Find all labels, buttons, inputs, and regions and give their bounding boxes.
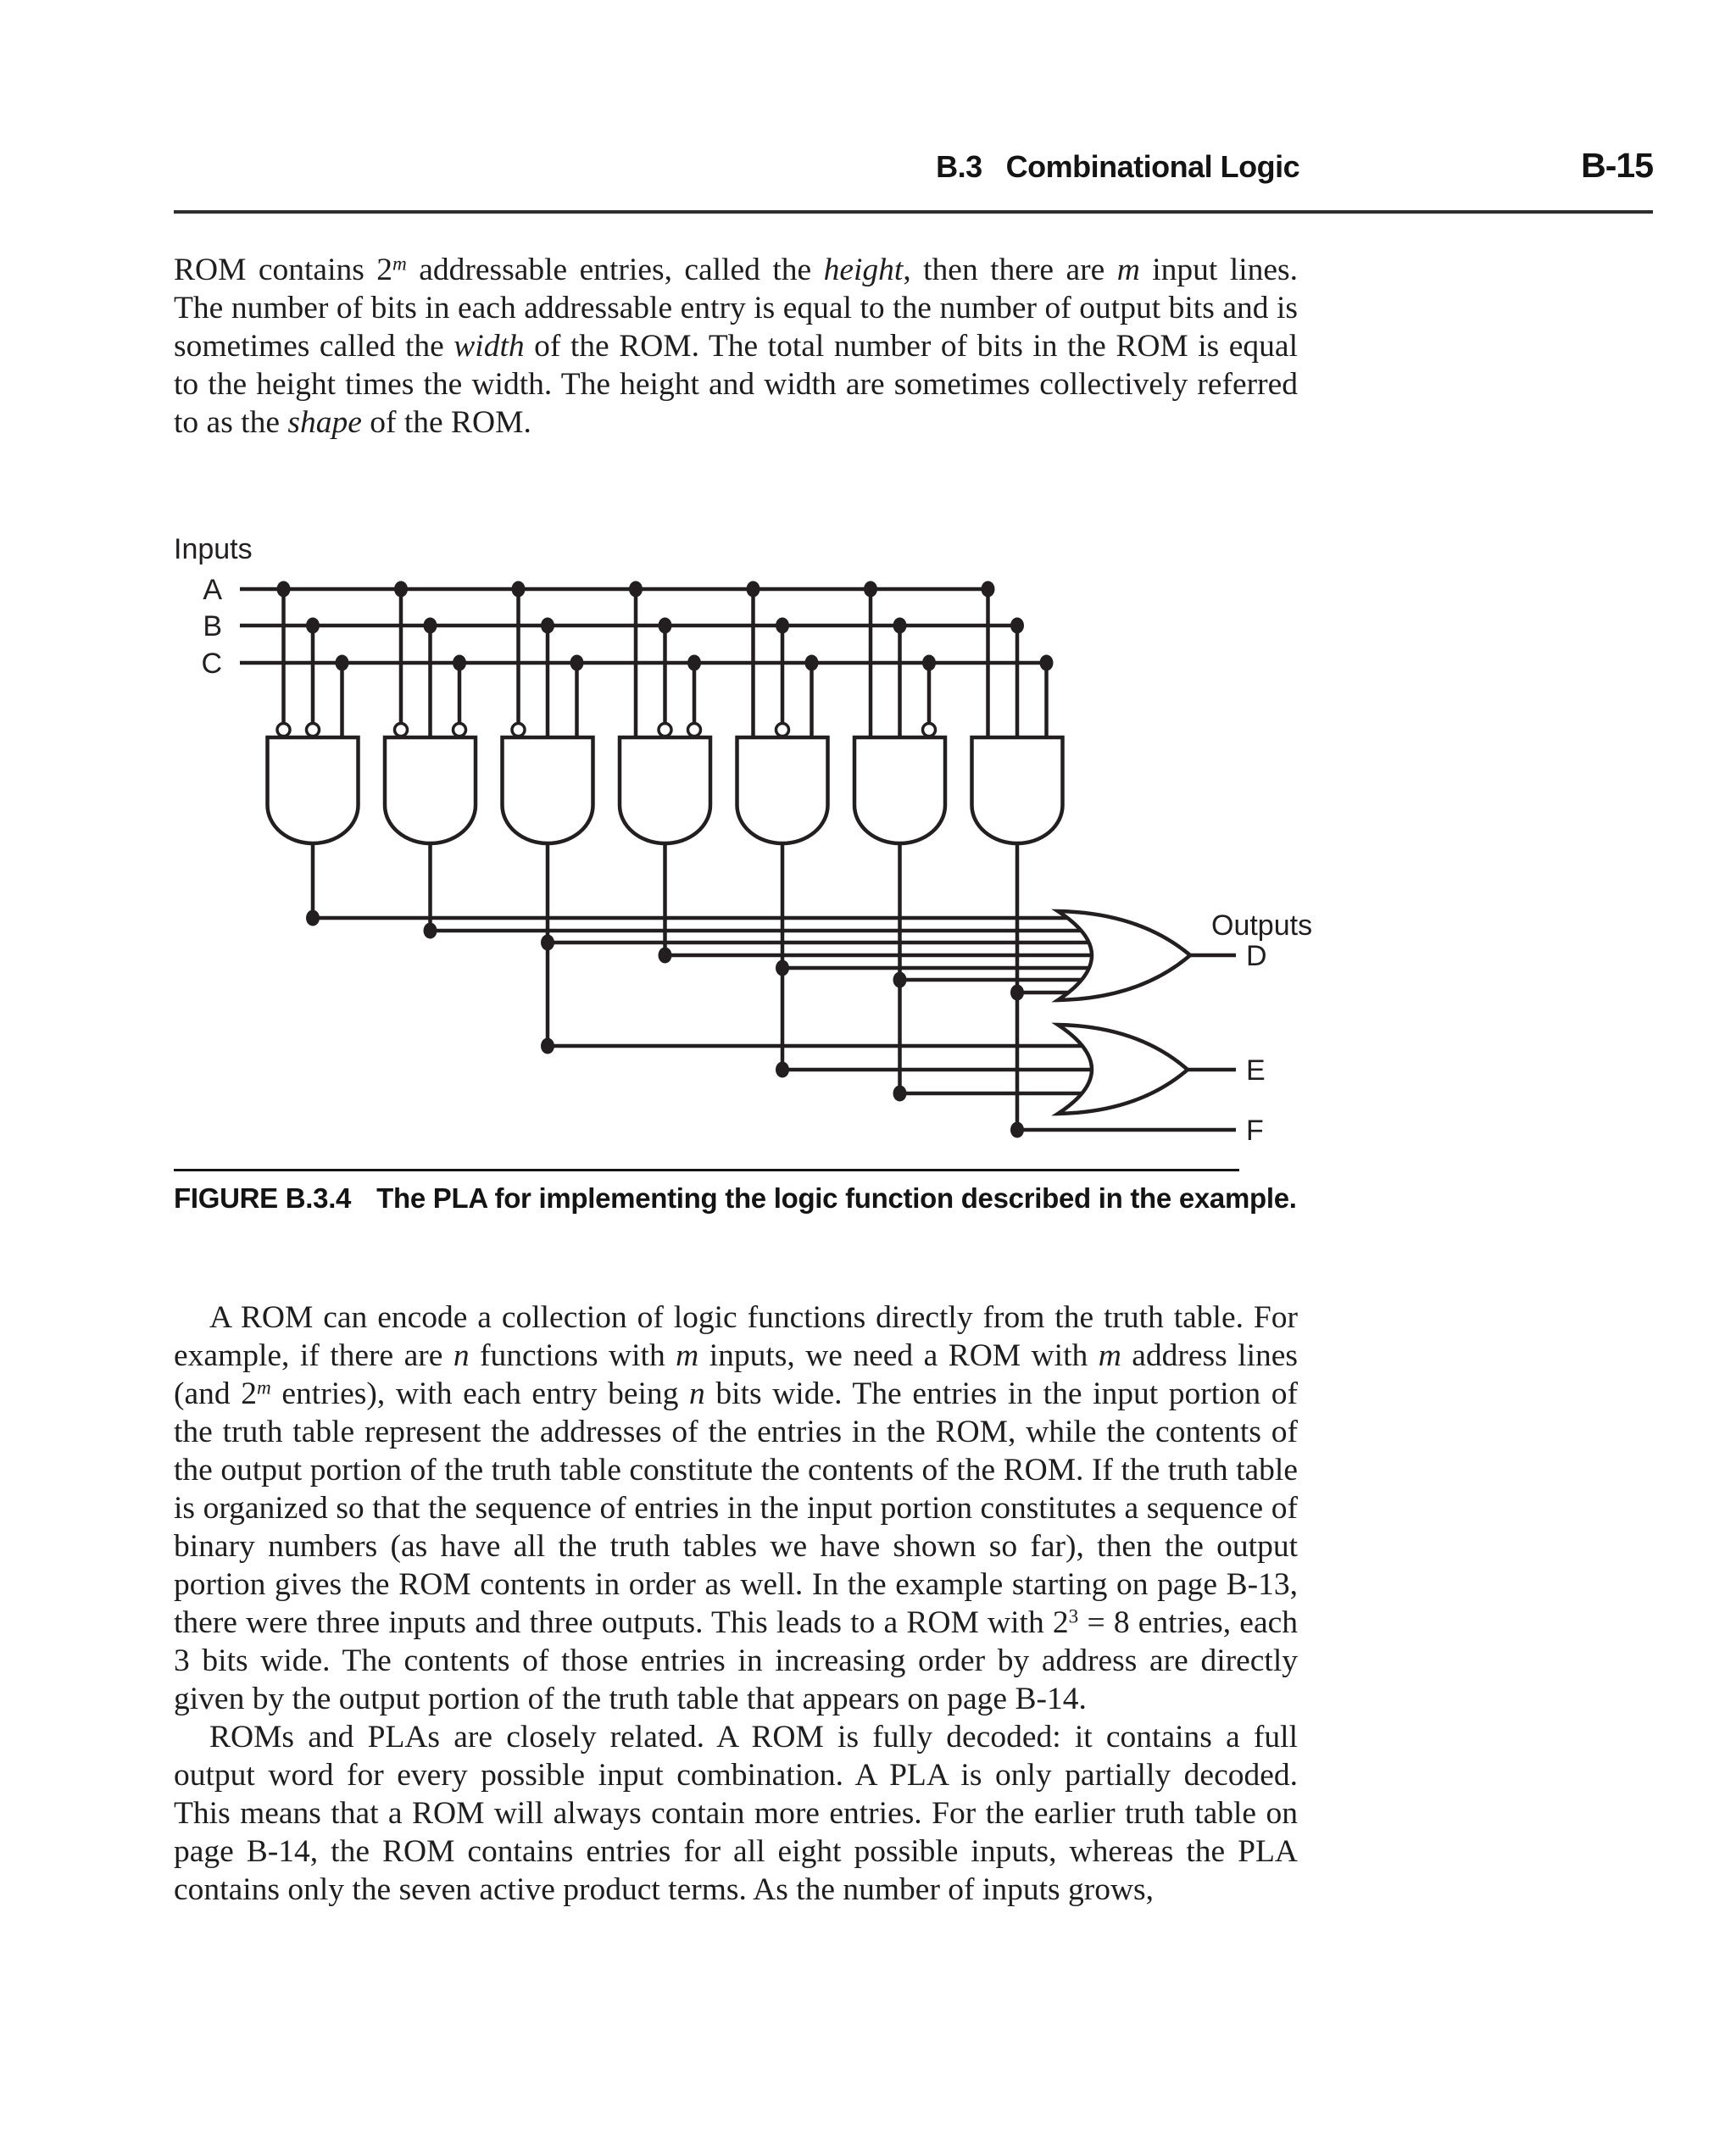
connection-dot bbox=[512, 581, 526, 598]
header-rule bbox=[174, 210, 1653, 214]
connection-dot bbox=[864, 581, 877, 598]
body-text bbox=[174, 1299, 1298, 1909]
inputs-label: Inputs bbox=[174, 533, 253, 565]
connection-dot bbox=[893, 618, 907, 634]
connection-dot bbox=[570, 655, 584, 671]
connection-dot bbox=[747, 581, 760, 598]
paragraph-rom-vs-pla: ROMs and PLAs are closely related. A ROM is fully decoded: it contains a full output word for every possible input combination. A PLA is only partially decoded. This means that a ROM will always contain more entries. For the earlier truth table on page B-14, the ROM contains entries for all eight possible inputs, whereas the PLA contains only the seven active product terms. As the number of inputs grows, bbox=[174, 1720, 1298, 1907]
paragraph-rom-encode: A ROM can encode a collection of logic functions directly from the truth table. For example, if there are n functions with m inputs, we need a ROM with m address lines (and 2$^m$ entries), with each entry being n bits wide. The entries in the input portion of the truth table represent the addresses of the entries in the ROM, while the contents of the output portion of the truth table constitute the contents of the ROM. If the truth table is organized so that the sequence of entries in the input portion constitutes a sequence of binary numbers (as have all the truth tables we have shown so far), then the output portion gives the ROM contents in order as well. In the example starting on page B-13, there were three inputs and three outputs. This leads to a ROM with $2^3 = 8$ entries, each 3 bits wide. The contents of those entries in increasing order by address are directly given by the output portion of the truth table that appears on page B-14. bbox=[174, 1300, 1298, 1716]
output-label-F: F bbox=[1246, 1115, 1264, 1147]
figure-caption bbox=[174, 1182, 1356, 1215]
connection-dot bbox=[805, 655, 819, 671]
connection-dot bbox=[893, 1086, 907, 1102]
connection-dot bbox=[629, 581, 643, 598]
inversion-bubble bbox=[923, 724, 936, 737]
outputs-label: Outputs bbox=[1211, 909, 1313, 942]
connection-dot bbox=[453, 655, 466, 671]
inversion-bubble bbox=[307, 724, 320, 737]
and-gate-6 bbox=[854, 737, 945, 843]
inversion-bubble bbox=[453, 724, 466, 737]
connection-dot bbox=[306, 618, 320, 634]
connection-dot bbox=[424, 618, 437, 634]
connection-dot bbox=[893, 972, 907, 988]
connection-dot bbox=[541, 935, 554, 951]
pla-diagram bbox=[170, 524, 1322, 1164]
and-gate-5 bbox=[737, 737, 828, 843]
inversion-bubble bbox=[277, 724, 290, 737]
connection-dot bbox=[394, 581, 408, 598]
and-gate-7 bbox=[972, 737, 1063, 843]
figure-caption-label: FIGURE B.3.4 bbox=[174, 1182, 352, 1214]
and-gate-2 bbox=[385, 737, 476, 843]
connection-dot bbox=[277, 581, 291, 598]
connection-dot bbox=[541, 1038, 554, 1054]
inversion-bubble bbox=[512, 724, 525, 737]
and-gate-4 bbox=[620, 737, 710, 843]
figure-caption-text: The PLA for implementing the logic function described in the example. bbox=[376, 1182, 1297, 1214]
and-gate-3 bbox=[503, 737, 593, 843]
connection-dot bbox=[659, 948, 672, 964]
connection-dot bbox=[776, 618, 789, 634]
connection-dot bbox=[776, 960, 789, 976]
connection-dot bbox=[541, 618, 554, 634]
paragraph-rom-shape: ROM contains 2$^m$ addressable entries, called the height, then there are m input lines. The number of bits in each addressable entry is equal to the number of output bits and is sometimes called the width of the ROM. The total number of bits in the ROM is equal to the height times the width. The height and width are sometimes collectively referred to as the shape of the ROM. bbox=[174, 253, 1298, 440]
connection-dot bbox=[776, 1062, 789, 1078]
connection-dot bbox=[1010, 1122, 1024, 1138]
connection-dot bbox=[659, 618, 672, 634]
input-label-C: C bbox=[201, 648, 222, 680]
section-title: Combinational Logic bbox=[1005, 149, 1300, 184]
section-heading bbox=[936, 149, 1299, 185]
inversion-bubble bbox=[776, 724, 789, 737]
and-gate-1 bbox=[268, 737, 359, 843]
figure-b3-4 bbox=[170, 524, 1356, 1215]
connection-dot bbox=[424, 923, 437, 939]
running-header bbox=[174, 146, 1653, 186]
output-label-E: E bbox=[1246, 1054, 1266, 1087]
connection-dot bbox=[922, 655, 936, 671]
section-number: B.3 bbox=[936, 149, 982, 184]
connection-dot bbox=[1010, 985, 1024, 1001]
connection-dot bbox=[982, 581, 995, 598]
connection-dot bbox=[1040, 655, 1054, 671]
caption-rule bbox=[174, 1169, 1239, 1171]
connection-dot bbox=[336, 655, 349, 671]
output-label-D: D bbox=[1246, 940, 1267, 972]
inversion-bubble bbox=[395, 724, 408, 737]
page-number: B-15 bbox=[1581, 146, 1653, 185]
inversion-bubble bbox=[659, 724, 671, 737]
connection-dot bbox=[306, 910, 320, 926]
connection-dot bbox=[1010, 618, 1024, 634]
input-label-B: B bbox=[203, 610, 222, 642]
connection-dot bbox=[687, 655, 701, 671]
input-label-A: A bbox=[203, 574, 222, 606]
inversion-bubble bbox=[688, 724, 701, 737]
